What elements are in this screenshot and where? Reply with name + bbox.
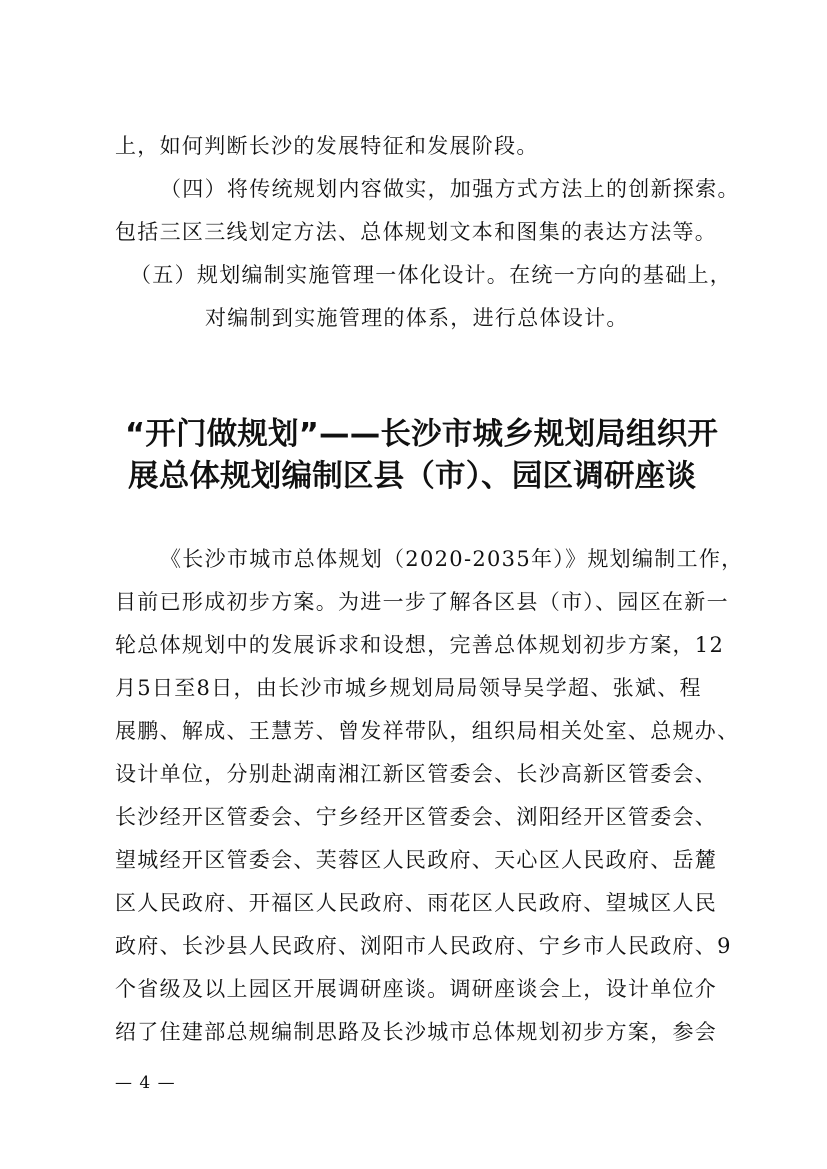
body-line: 区人民政府、开福区人民政府、雨花区人民政府、望城区人民 xyxy=(115,891,718,915)
body-line: 政府、长沙县人民政府、浏阳市人民政府、宁乡市人民政府、9 xyxy=(115,934,732,958)
page-number: — 4 — xyxy=(115,1073,176,1093)
body-line: 个省级及以上园区开展调研座谈。调研座谈会上，设计单位介 xyxy=(115,977,718,1001)
body-line: 展鹏、解成、王慧芳、曾发祥带队，组织局相关处室、总规办、 xyxy=(115,719,740,743)
body-line: 目前已形成初步方案。为进一步了解各区县（市）、园区在新一 xyxy=(115,590,729,614)
body-line: 轮总体规划中的发展诉求和设想，完善总体规划初步方案，12 xyxy=(115,633,725,657)
body-line: 设计单位，分别赴湖南湘江新区管委会、长沙高新区管委会、 xyxy=(115,762,718,786)
body-line: 绍了住建部总规编制思路及长沙城市总体规划初步方案，参会 xyxy=(115,1020,718,1044)
body-line: 《长沙市城市总体规划（2020-2035年）》规划编制工作， xyxy=(160,547,744,571)
text-line: 上，如何判断长沙的发展特征和发展阶段。 xyxy=(115,134,539,158)
body-line: 月5日至8日，由长沙市城乡规划局局领导吴学超、张斌、程 xyxy=(115,676,702,700)
article-title-line: “开门做规划”——长沙市城乡规划局组织开 xyxy=(125,417,719,452)
text-line: 对编制到实施管理的体系，进行总体设计。 xyxy=(205,306,629,330)
article-title-line: 展总体规划编制区县（市）、园区调研座谈 xyxy=(128,459,697,494)
text-line: （四）将传统规划内容做实，加强方式方法上的创新探索。 xyxy=(160,177,740,201)
text-line: （五）规划编制实施管理一体化设计。在统一方向的基础上， xyxy=(130,263,733,287)
body-line: 望城经开区管委会、芙蓉区人民政府、天心区人民政府、岳麓 xyxy=(115,848,718,872)
body-line: 长沙经开区管委会、宁乡经开区管委会、浏阳经开区管委会、 xyxy=(115,805,718,829)
text-line: 包括三区三线划定方法、总体规划文本和图集的表达方法等。 xyxy=(115,220,718,244)
